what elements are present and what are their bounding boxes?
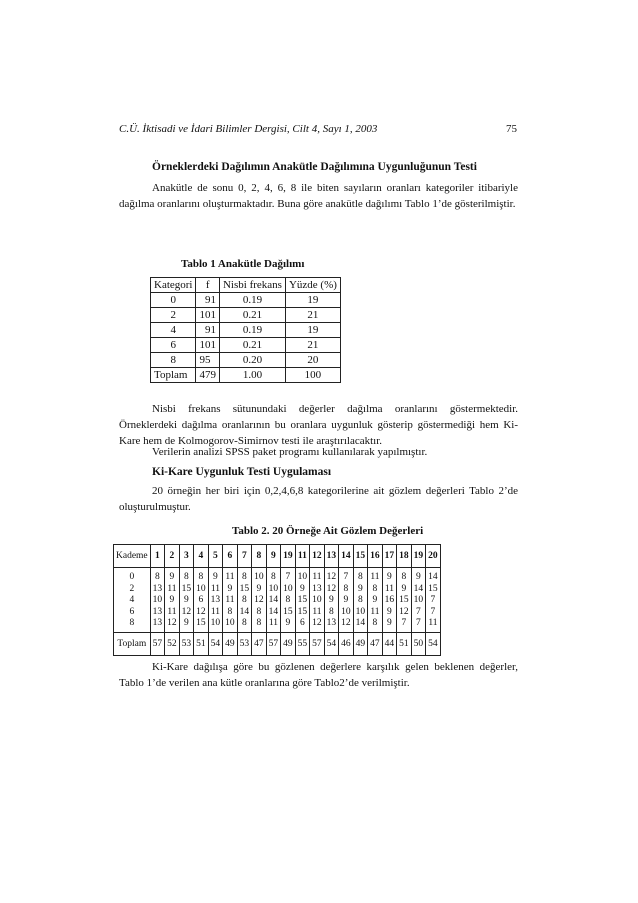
table2-value-cell: [426, 568, 441, 633]
table2-column-header: 19: [411, 545, 426, 568]
section-heading-population-fit: Örneklerdeki Dağılımın Anakütle Dağılımına Uygunluğunun Testi: [152, 161, 477, 173]
table2-value: 10: [196, 583, 206, 594]
table1-row: [151, 293, 341, 308]
table2-value: 15: [297, 606, 308, 617]
table2-value-cell: [368, 568, 383, 633]
table2-value: 9: [358, 583, 363, 594]
table2-value: 12: [181, 606, 192, 617]
table2-total-cell: 47: [252, 632, 267, 655]
table2-total-label: Toplam: [114, 632, 151, 655]
table2-value: 15: [297, 595, 308, 606]
table2-value: 13: [152, 606, 163, 617]
table2-value-cell: [310, 568, 325, 633]
table2-value: 10: [283, 583, 293, 594]
table2-value: 7: [343, 572, 349, 582]
table2-value: 8: [271, 572, 276, 582]
table2-value: 11: [225, 572, 235, 582]
table1-row: [151, 323, 341, 338]
table2-category-label: 2: [129, 583, 135, 594]
table2-value: 10: [312, 595, 322, 606]
table2-value: 11: [167, 606, 177, 617]
table1-cell: 100: [285, 368, 340, 383]
table2-category-cell: [114, 568, 151, 633]
table2-value: 12: [167, 618, 177, 629]
table2-value: 8: [155, 572, 160, 582]
table2-value-cell: [237, 568, 252, 633]
table2-value: 8: [285, 595, 291, 606]
table2-value: 8: [256, 606, 262, 617]
section-heading-chi-square: Ki-Kare Uygunluk Testi Uygulaması: [152, 466, 332, 478]
table2-value: 10: [413, 595, 424, 606]
table2-column-header: 5: [208, 545, 223, 568]
table2-value: 12: [196, 606, 206, 617]
table2-value: 10: [355, 606, 366, 617]
table2-value: 12: [312, 618, 322, 629]
table2-column-header: 3: [179, 545, 194, 568]
table2-value: 9: [184, 618, 189, 629]
table2-total-cell: 57: [150, 632, 165, 655]
paragraph-observations: 20 örneğin her biri için 0,2,4,6,8 kategorilerine ait gözlem değerleri Tablo 2’de oluşturulmuştur.: [119, 485, 518, 513]
table1-cell: Toplam: [151, 368, 196, 383]
table2-observations: [113, 544, 441, 656]
table2-value: 15: [283, 606, 293, 617]
table2-column-header: 9: [266, 545, 281, 568]
paragraph-relative-frequency: Nisbi frekans sütunundaki değerler dağılma oranlarını göstermektedir. Örneklerdeki dağılma oranlarının bu oranlara uygunluk gösterip göstermediği hem Ki-Kare hem de Kolmogorov-Simirnov testi ile araştırılacaktır.: [119, 403, 518, 447]
table1-row: [151, 338, 341, 353]
table2-value: 7: [401, 618, 407, 629]
table1-cell: 0.19: [219, 323, 285, 338]
table2-column-header: 18: [397, 545, 412, 568]
table2-body-row: [114, 568, 441, 633]
table2-value: 10: [210, 618, 221, 629]
table2-category-label: 8: [129, 618, 135, 629]
table2-value: 8: [358, 595, 363, 606]
table2-value: 8: [256, 618, 262, 629]
table2-value: 11: [167, 583, 177, 594]
table1-cell: 0.21: [219, 338, 285, 353]
table2-total-cell: 53: [237, 632, 252, 655]
table2-total-cell: 54: [208, 632, 223, 655]
table2-value: 9: [416, 572, 421, 582]
table2-category-label: 4: [129, 595, 135, 606]
table2-value: 9: [184, 595, 189, 606]
table2-value-cell: [194, 568, 209, 633]
table2-value: 9: [213, 572, 218, 582]
table2-value-cell: [382, 568, 397, 633]
table1-cell: 91: [196, 323, 220, 338]
table2-value-cell: [208, 568, 223, 633]
table2-value: 7: [416, 606, 421, 617]
table2-value: 9: [401, 583, 407, 594]
table2-value-cell: [252, 568, 267, 633]
table1-cell: 8: [151, 353, 196, 368]
table2-total-cell: 54: [426, 632, 441, 655]
table2-value: 15: [428, 583, 438, 594]
table2-value: 14: [268, 595, 279, 606]
table2-value-cell: [295, 568, 310, 633]
table2-value: 13: [210, 595, 221, 606]
table2-value-cell: [150, 568, 165, 633]
table2-column-header: 2: [165, 545, 180, 568]
table1-header-cell: Yüzde (%): [285, 278, 340, 293]
table2-category-label: 6: [129, 606, 135, 617]
table1-cell: 1.00: [219, 368, 285, 383]
table2-column-header: 14: [339, 545, 354, 568]
table2-value: 9: [285, 618, 291, 629]
table2-value: 8: [329, 606, 334, 617]
table2-value: 12: [326, 583, 337, 594]
table2-value: 9: [169, 572, 175, 582]
journal-title: C.Ü. İktisadi ve İdari Bilimler Dergisi, Cilt 4, Sayı 1, 2003: [119, 123, 378, 135]
table2-value: 12: [254, 595, 264, 606]
table2-value: 9: [387, 572, 392, 582]
table2-value: 6: [198, 595, 204, 606]
table1-cell: 19: [285, 323, 340, 338]
table2-value: 13: [312, 583, 322, 594]
table2-value: 8: [358, 572, 363, 582]
table2-value-cell: [223, 568, 238, 633]
table2-total-cell: 49: [281, 632, 296, 655]
table2-value: 14: [355, 618, 366, 629]
table2-value: 14: [268, 606, 279, 617]
table2-value: 10: [268, 583, 279, 594]
table2-value: 8: [227, 606, 233, 617]
table2-value: 11: [370, 572, 380, 582]
table2-total-cell: 49: [223, 632, 238, 655]
table2-value: 12: [399, 606, 409, 617]
page-number: 75: [506, 123, 517, 135]
table2-value: 14: [413, 583, 424, 594]
table1-cell: 19: [285, 293, 340, 308]
table2-value: 15: [181, 583, 192, 594]
table2-value: 7: [430, 595, 436, 606]
table1-cell: 479: [196, 368, 220, 383]
table2-value: 13: [152, 583, 163, 594]
table2-value: 7: [416, 618, 421, 629]
table1-cell: 0.20: [219, 353, 285, 368]
table2-value-cell: [397, 568, 412, 633]
table1-header-row: [151, 278, 341, 293]
table2-value: 8: [184, 572, 189, 582]
table2-total-cell: 57: [266, 632, 281, 655]
table2-value: 9: [372, 595, 378, 606]
table2-total-cell: 51: [194, 632, 209, 655]
table2-column-header: 16: [368, 545, 383, 568]
table2-value: 10: [225, 618, 235, 629]
table1-row: [151, 368, 341, 383]
table1-cell: 4: [151, 323, 196, 338]
table2-column-header: 11: [295, 545, 310, 568]
table1-header-cell: Kategori: [151, 278, 196, 293]
table2-total-cell: 44: [382, 632, 397, 655]
table2-value-cell: [324, 568, 339, 633]
table2-caption: Tablo 2. 20 Örneğe Ait Gözlem Değerleri: [232, 525, 424, 537]
table2-column-header: 19: [281, 545, 296, 568]
table2-value-cell: [266, 568, 281, 633]
table2-total-cell: 50: [411, 632, 426, 655]
table2-value: 9: [300, 583, 305, 594]
table2-value: 11: [384, 583, 394, 594]
table2-column-header: 6: [223, 545, 238, 568]
table1-cell: 21: [285, 338, 340, 353]
table2-value: 8: [343, 583, 349, 594]
table1-cell: 6: [151, 338, 196, 353]
table2-value-cell: [281, 568, 296, 633]
table2-value: 9: [256, 583, 262, 594]
table1-cell: 91: [196, 293, 220, 308]
table2-value: 9: [227, 583, 233, 594]
table2-value: 11: [225, 595, 235, 606]
table2-total-cell: 51: [397, 632, 412, 655]
table2-value: 8: [242, 572, 247, 582]
table2-value: 11: [312, 606, 322, 617]
table2-column-header: 4: [194, 545, 209, 568]
table2-value-cell: [353, 568, 368, 633]
table2-value: 15: [239, 583, 250, 594]
table2-value: 11: [210, 606, 220, 617]
table2-value: 14: [239, 606, 250, 617]
table2-value: 9: [329, 595, 334, 606]
table1-cell: 95: [196, 353, 220, 368]
table2-total-cell: 49: [353, 632, 368, 655]
table2-column-header: 15: [353, 545, 368, 568]
table2-column-header: 12: [310, 545, 325, 568]
table1-cell: 2: [151, 308, 196, 323]
table2-value: 9: [169, 595, 175, 606]
table2-value-cell: [165, 568, 180, 633]
table1-cell: 0.21: [219, 308, 285, 323]
table2-value: 15: [196, 618, 206, 629]
table2-column-header: 1: [150, 545, 165, 568]
table2-value: 8: [242, 618, 247, 629]
table2-value: 10: [254, 572, 264, 582]
table2-value: 9: [387, 618, 392, 629]
table1-cell: 101: [196, 308, 220, 323]
table2-column-header: 13: [324, 545, 339, 568]
table1-cell: 21: [285, 308, 340, 323]
table2-value: 7: [285, 572, 291, 582]
table1-population-distribution: [150, 277, 341, 383]
table1-cell: 0.19: [219, 293, 285, 308]
table1-header-cell: Nisbi frekans: [219, 278, 285, 293]
paragraph-population: Anakütle de sonu 0, 2, 4, 6, 8 ile biten sayıların oranları kategoriler itibariyle dağılma oranlarını oluşturmaktadır. Buna göre anakütle dağılımı Tablo 1’de gösterilmiştir.: [119, 182, 518, 210]
table2-value: 9: [387, 606, 392, 617]
table2-value: 8: [242, 595, 247, 606]
paragraph-spss: Verilerin analizi SPSS paket programı kullanılarak yapılmıştır.: [152, 446, 428, 458]
table2-value: 7: [430, 606, 436, 617]
paragraph-expected-values: Ki-Kare dağılışa göre bu gözlenen değerlere karşılık gelen beklenen değerler, Tablo 1’de verilen ana kütle oranlarına göre Tablo2’de verilmiştir.: [119, 661, 518, 689]
table2-category-label: 0: [129, 572, 135, 582]
table1-row: [151, 353, 341, 368]
table2-total-cell: 55: [295, 632, 310, 655]
table1-cell: 0: [151, 293, 196, 308]
table2-header-label: Kademe: [114, 545, 151, 568]
table2-value: 12: [341, 618, 351, 629]
table2-column-header: 17: [382, 545, 397, 568]
table2-value: 14: [428, 572, 438, 582]
table2-total-cell: 57: [310, 632, 325, 655]
table1-caption: Tablo 1 Anakütle Dağılımı: [181, 258, 305, 270]
table2-value: 11: [210, 583, 220, 594]
table2-value: 13: [326, 618, 337, 629]
table2-value: 8: [198, 572, 204, 582]
table2-column-header: 7: [237, 545, 252, 568]
table2-value-cell: [179, 568, 194, 633]
table1-header-cell: f: [196, 278, 220, 293]
table1-cell: 101: [196, 338, 220, 353]
table2-value: 11: [312, 572, 322, 582]
table2-total-cell: 54: [324, 632, 339, 655]
table2-total-cell: 47: [368, 632, 383, 655]
table2-total-cell: 46: [339, 632, 354, 655]
table2-value: 10: [152, 595, 163, 606]
table2-total-cell: 53: [179, 632, 194, 655]
table2-total-row: [114, 632, 441, 655]
table2-value: 15: [399, 595, 409, 606]
table2-value: 10: [341, 606, 351, 617]
table2-value: 8: [372, 618, 378, 629]
running-header: [119, 123, 517, 139]
table2-value: 16: [384, 595, 395, 606]
table2-value: 6: [300, 618, 305, 629]
table2-total-cell: 52: [165, 632, 180, 655]
table2-value: 8: [372, 583, 378, 594]
table2-value: 11: [370, 606, 380, 617]
table2-value: 11: [268, 618, 278, 629]
table1-row: [151, 308, 341, 323]
table2-column-header: 20: [426, 545, 441, 568]
table2-value: 13: [152, 618, 163, 629]
table2-value-cell: [339, 568, 354, 633]
table2-value: 12: [326, 572, 337, 582]
table2-value: 10: [297, 572, 308, 582]
table1-cell: 20: [285, 353, 340, 368]
table2-value: 8: [401, 572, 407, 582]
table2-value: 11: [428, 618, 438, 629]
table2-header-row: [114, 545, 441, 568]
table2-value: 9: [343, 595, 349, 606]
table2-column-header: 8: [252, 545, 267, 568]
table2-value-cell: [411, 568, 426, 633]
